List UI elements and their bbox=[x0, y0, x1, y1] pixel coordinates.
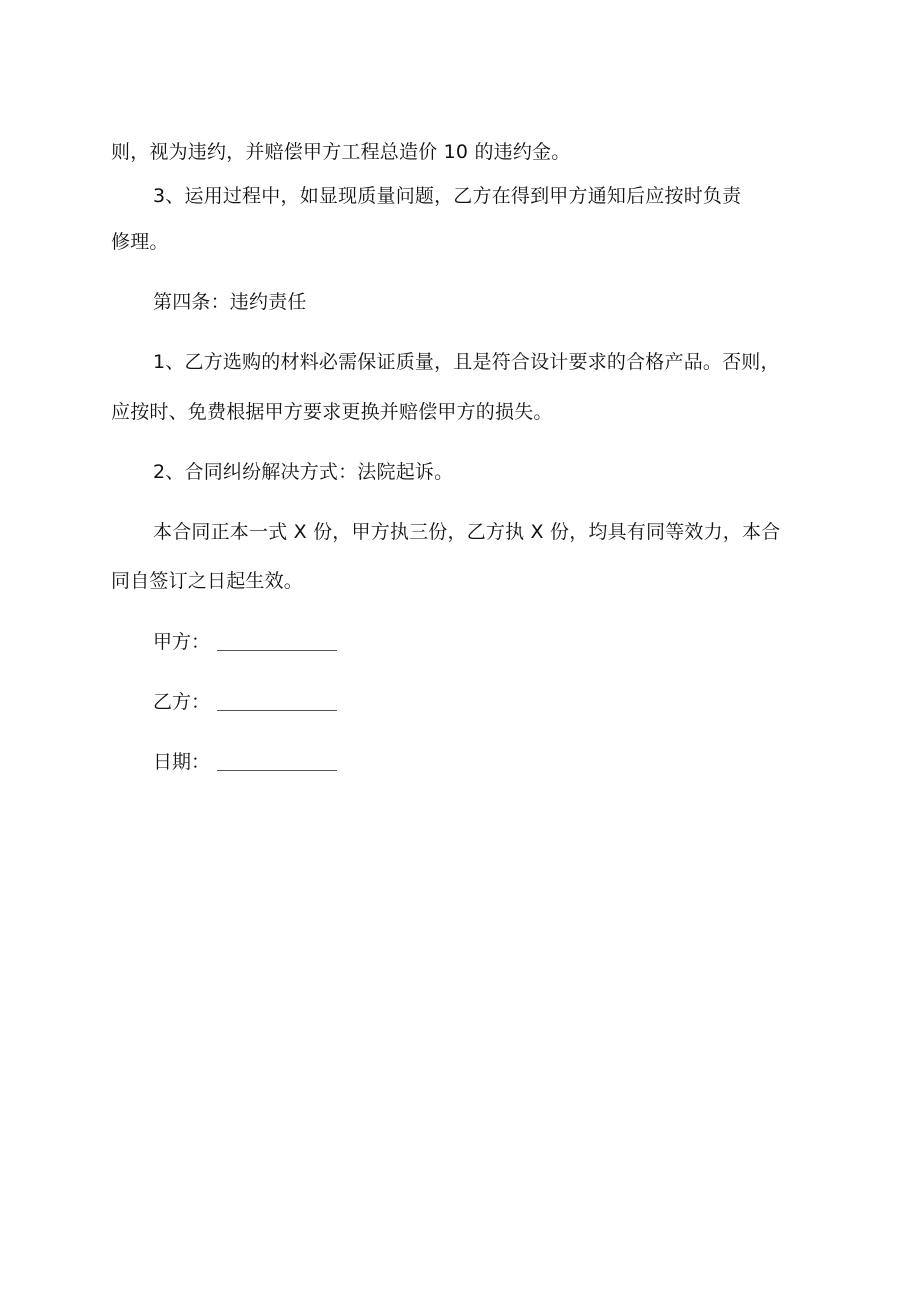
paragraph-line: 2、合同纠纷解决方式：法院起诉。 bbox=[153, 461, 454, 483]
paragraph-line: 应按时、免费根据甲方要求更换并赔偿甲方的损失。 bbox=[111, 401, 553, 423]
section-heading: 第四条：违约责任 bbox=[153, 291, 307, 313]
paragraph-line: 3、运用过程中，如显现质量问题，乙方在得到甲方通知后应按时负责 bbox=[153, 185, 742, 207]
paragraph-line: 修理。 bbox=[111, 231, 169, 253]
date-line[interactable] bbox=[217, 770, 337, 771]
paragraph-line: 则，视为违约，并赔偿甲方工程总造价 10 的违约金。 bbox=[111, 141, 571, 163]
party-a-label: 甲方： bbox=[153, 631, 211, 653]
paragraph-line: 1、乙方选购的材料必需保证质量，且是符合设计要求的合格产品。否则， bbox=[153, 351, 780, 373]
date-label: 日期： bbox=[153, 751, 211, 773]
paragraph-line: 本合同正本一式 X 份，甲方执三份，乙方执 X 份，均具有同等效力，本合 bbox=[153, 521, 781, 543]
party-b-signature-line[interactable] bbox=[217, 710, 337, 711]
party-a-signature-row bbox=[153, 630, 210, 654]
paragraph-line: 同自签订之日起生效。 bbox=[111, 570, 304, 592]
party-b-signature-row bbox=[153, 690, 210, 714]
date-row bbox=[153, 750, 210, 774]
party-a-signature-line[interactable] bbox=[217, 650, 337, 651]
party-b-label: 乙方： bbox=[153, 691, 211, 713]
